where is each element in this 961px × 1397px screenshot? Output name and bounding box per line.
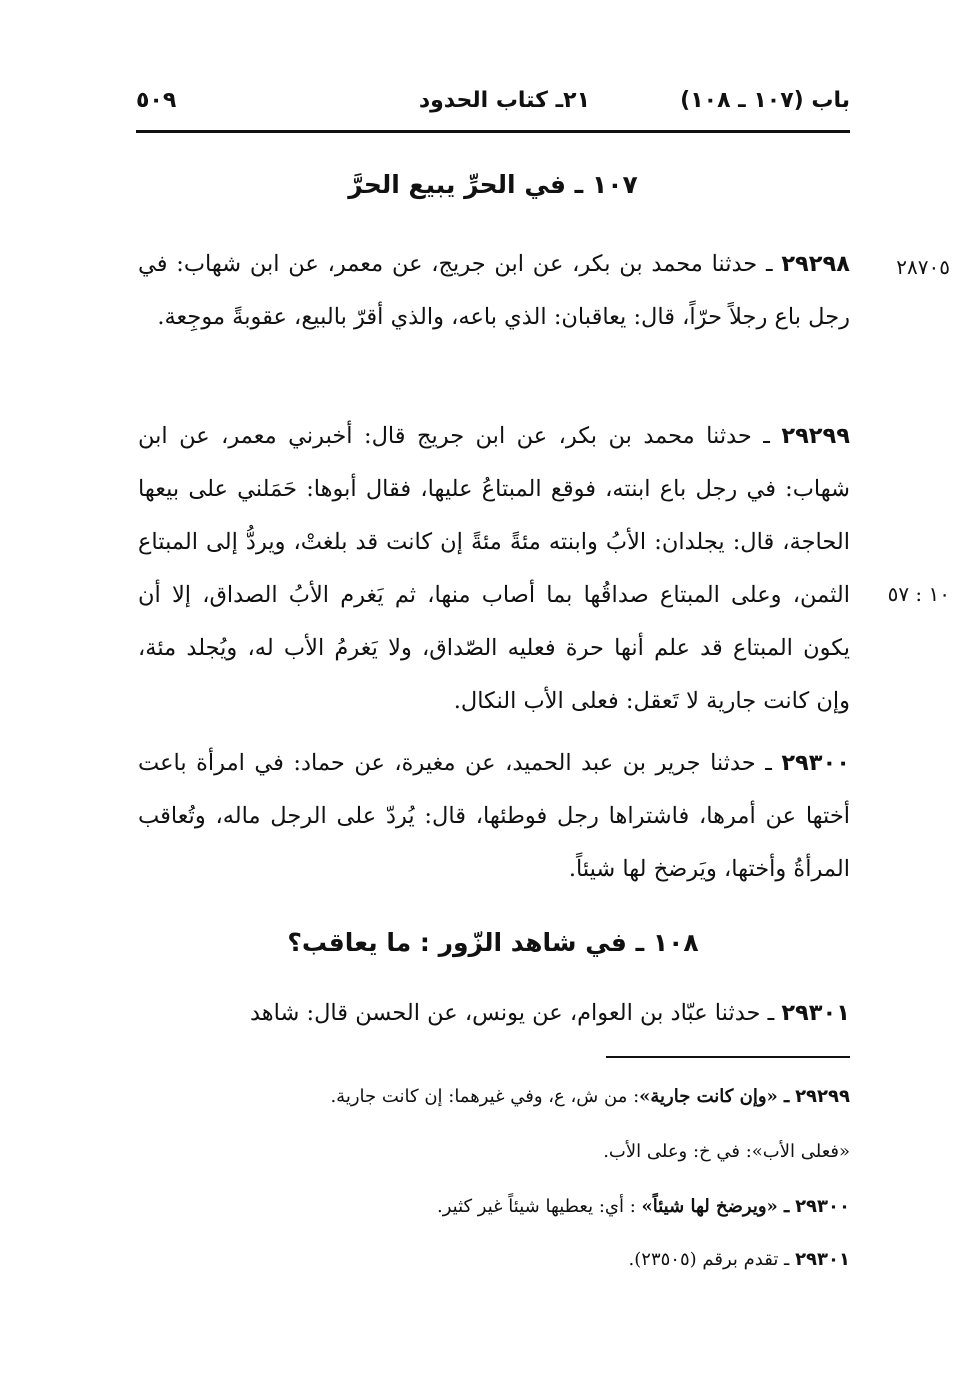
footnote [150,1082,850,1112]
footnote [150,1245,850,1275]
footnote-text: : أي: يعطيها شيئاً غير كثير. [437,1196,642,1217]
footnote-quote: ـ «وإن كانت جارية» [639,1086,790,1107]
page-number: ٥٠٩ [136,88,177,113]
hadith-text: ـ حدثنا محمد بن بكر، عن ابن جريج قال: أخبرني معمر، عن ابن شهاب: في رجل باع ابنته، فوقع المبتاعُ عليها، فقال أبوها: حَمَلني على بيعها الحاجة، قال: يجلدان: الأبُ وابنته مئةً مئةً إن كانت قد بلغتْ، ويردُّ إلى المبتاع الثمن، وعلى المبتاع صداقُها بما أصاب منها، ثم يَغرم الأبُ الصداق، إلا أن يكون المبتاع قد علم أنها حرة فعليه الصّداق، ولا يَغرمُ الأب له، ويُجلد مئة، وإن كانت جارية لا تَعقل: فعلى الأب النكال. [138,423,851,714]
hadith-number: ٢٩٣٠٠ [781,750,850,776]
hadith-paragraph [138,410,850,728]
hadith-paragraph [138,737,850,896]
margin-reference: ٢٨٧٠٥ [896,255,950,279]
footnote-number: ٢٩٣٠٠ [795,1196,850,1217]
hadith-number: ٢٩٢٩٨ [781,251,850,277]
hadith-text: ـ حدثنا عبّاد بن العوام، عن يونس، عن الحسن قال: شاهد [249,1000,775,1026]
footnote-quote: ـ «ويرضخ لها شيئاً» [641,1196,790,1217]
chapter-range: باب (١٠٧ ـ ١٠٨) [680,88,850,113]
footnote-text: ـ تقدم برقم (٢٣٥٠٥). [628,1249,790,1270]
chapter-title: ١٠٨ ـ في شاهد الزّور : ما يعاقب؟ [287,928,699,957]
footnote-rule [606,1056,850,1058]
footnote-quote: «فعلى الأب» [751,1141,850,1162]
margin-reference: ١٠ : ٥٧ [887,582,950,606]
hadith-number: ٢٩٣٠١ [781,1000,850,1026]
footnote [150,1192,850,1222]
chapter-title: ١٠٧ ـ في الحرِّ يبيع الحرَّ [348,170,638,199]
footnote-number: ٢٩٢٩٩ [795,1086,850,1107]
hadith-paragraph [138,238,850,344]
hadith-number: ٢٩٢٩٩ [781,423,851,449]
footnote-text: : في خ: وعلى الأب. [603,1141,752,1162]
header-rule [136,130,850,133]
hadith-text: ـ حدثنا محمد بن بكر، عن ابن جريج، عن معمر، عن ابن شهاب: في رجل باع رجلاً حرّاً، قال: يعاقبان: الذي باعه، والذي أقرّ بالبيع، عقوبةً موجِعة. [138,251,850,330]
hadith-text: ـ حدثنا جرير بن عبد الحميد، عن مغيرة، عن حماد: في امرأة باعت أختها عن أمرها، فاشتراها رجل فوطئها، قال: يُردّ على الرجل ماله، وتُعاقب المرأةُ وأختها، ويَرضخ لها شيئاً. [138,750,850,882]
hadith-paragraph [138,987,850,1040]
footnote [150,1137,850,1167]
page-header [136,88,850,128]
footnote-text: : من ش، ع، وفي غيرهما: إن كانت جارية. [330,1086,640,1107]
book-title: ٢١ـ كتاب الحدود [418,88,590,113]
footnote-number: ٢٩٣٠١ [795,1249,850,1270]
